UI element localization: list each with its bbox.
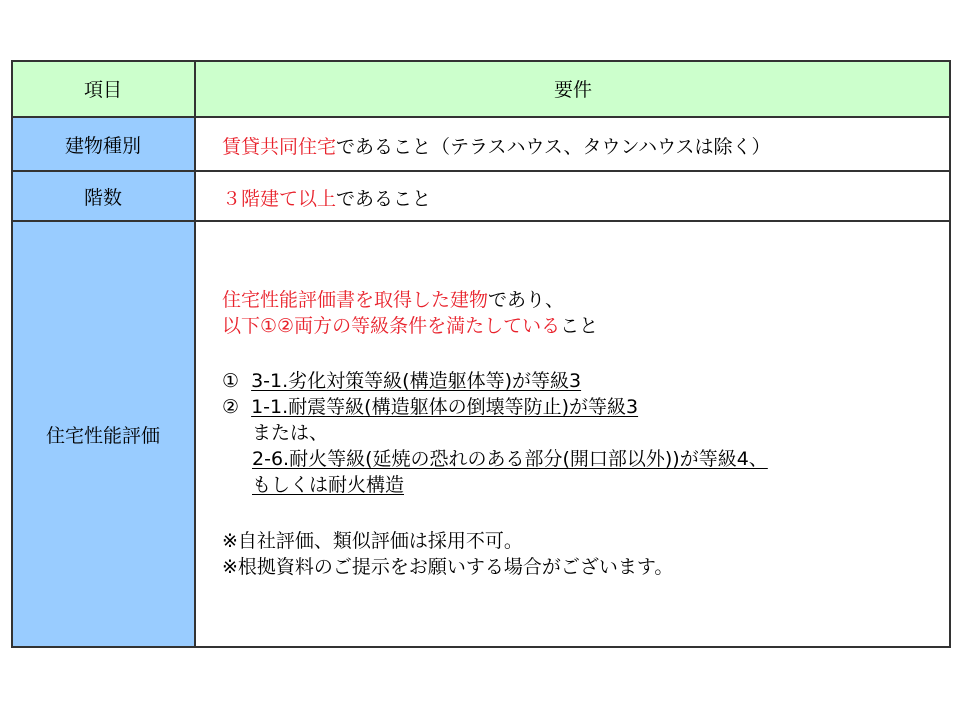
border-left bbox=[11, 60, 13, 648]
border-column-divider bbox=[194, 60, 196, 648]
header-item-label: 項目 bbox=[83, 79, 122, 101]
row-building-type-label: 建物種別 bbox=[64, 134, 141, 157]
note-2: ※根拠資料のご提示をお願いする場合がございます。 bbox=[222, 556, 674, 578]
row-floors-label-cell bbox=[11, 171, 195, 221]
condition-1-number: ① bbox=[222, 370, 240, 392]
condition-1 bbox=[222, 369, 581, 393]
row-floors-label: 階数 bbox=[83, 186, 122, 209]
border-header-bottom bbox=[11, 116, 951, 118]
condition-4: もしくは耐火構造 bbox=[252, 474, 405, 496]
header-item-cell bbox=[11, 60, 195, 117]
border-row-2-bottom bbox=[11, 220, 951, 222]
row-floors-value bbox=[222, 184, 431, 211]
condition-2-number: ② bbox=[222, 396, 240, 418]
floors-highlight: ３階建て以上 bbox=[222, 188, 337, 210]
row-building-type-value-cell bbox=[195, 117, 951, 171]
condition-or: または、 bbox=[252, 422, 329, 444]
requirements-table bbox=[11, 60, 951, 648]
condition-2-text: 1-1.耐震等級(構造躯体の倒壊等防止)が等級3 bbox=[251, 396, 639, 418]
building-type-rest: であること（テラスハウス、タウンハウスは除く） bbox=[336, 136, 771, 158]
border-bottom bbox=[11, 646, 951, 648]
performance-line-2-highlight: 以下①②両方の等級条件を満たしている bbox=[222, 315, 561, 337]
performance-line-1-highlight: 住宅性能評価書を取得した建物 bbox=[222, 289, 489, 311]
condition-2 bbox=[222, 395, 638, 419]
border-right bbox=[949, 60, 951, 648]
border-top bbox=[11, 60, 951, 62]
performance-line-1 bbox=[222, 288, 564, 312]
condition-1-text: 3-1.劣化対策等級(構造躯体等)が等級3 bbox=[251, 370, 582, 392]
floors-rest: であること bbox=[336, 188, 432, 210]
header-requirement-cell bbox=[195, 60, 951, 117]
building-type-highlight: 賃貸共同住宅 bbox=[222, 136, 337, 158]
row-floors-value-cell bbox=[195, 171, 951, 221]
performance-line-2-rest: こと bbox=[560, 315, 599, 337]
row-performance-label-cell bbox=[11, 221, 195, 648]
condition-3: 2-6.耐火等級(延焼の恐れのある部分(開口部以外))が等級4、 bbox=[252, 448, 768, 470]
header-requirement-label: 要件 bbox=[553, 79, 592, 101]
row-building-type-value bbox=[222, 132, 771, 159]
performance-line-2 bbox=[222, 314, 598, 338]
border-row-1-bottom bbox=[11, 170, 951, 172]
row-performance-label: 住宅性能評価 bbox=[45, 425, 160, 447]
note-1: ※自社評価、類似評価は採用不可。 bbox=[222, 530, 523, 552]
row-performance-value-cell bbox=[195, 221, 951, 648]
performance-line-1-rest: であり、 bbox=[488, 289, 565, 311]
row-building-type-label-cell bbox=[11, 117, 195, 171]
